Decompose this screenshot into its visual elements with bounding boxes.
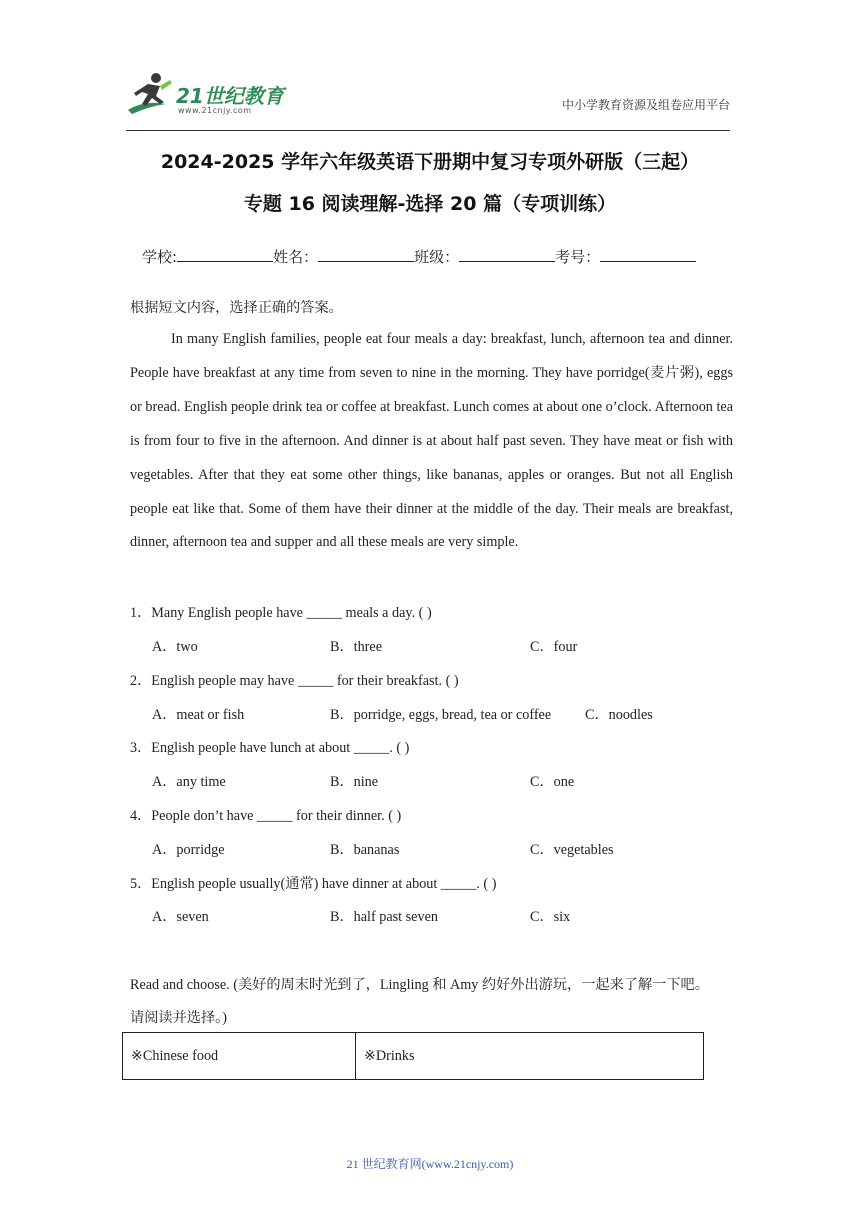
school-label: 学校:: [142, 248, 178, 266]
section2-instruction-cont: 请阅读并选择。): [130, 1010, 227, 1026]
platform-label: 中小学教育资源及组卷应用平台: [561, 98, 730, 112]
q3-option-a[interactable]: A．any time: [152, 774, 226, 790]
question-1: 1．Many English people have _____ meals a day. ( ): [130, 605, 432, 621]
q5-option-c[interactable]: C．six: [530, 909, 571, 925]
q3-option-c[interactable]: C．one: [530, 774, 575, 790]
section2-instruction: Read and choose. (美好的周末时光到了，Lingling 和 Amy 约好外出游玩，一起来了解一下吧。: [130, 977, 709, 993]
page-footer[interactable]: 21 世纪教育网(www.21cnjy.com): [346, 1157, 514, 1171]
q3-option-b[interactable]: B．nine: [330, 774, 379, 790]
q4-option-b[interactable]: B．bananas: [330, 842, 400, 858]
q5-option-a[interactable]: A．seven: [152, 909, 209, 925]
q2-option-b[interactable]: B．porridge, eggs, bread, tea or coffee: [330, 707, 552, 723]
school-blank[interactable]: [177, 247, 273, 262]
table-cell-chinese-food: ※Chinese food: [123, 1033, 356, 1079]
site-logo: [126, 70, 296, 118]
runner-logo-icon: [126, 70, 176, 116]
q1-option-b[interactable]: B．three: [330, 639, 383, 655]
page-header: [126, 66, 730, 131]
table-cell-drinks: ※Drinks: [364, 1048, 415, 1064]
menu-table: [122, 1032, 704, 1080]
class-blank[interactable]: [459, 247, 555, 262]
question-4: 4．People don’t have _____ for their dinner. ( ): [130, 808, 402, 824]
reading-passage: In many English families, people eat four meals a day: breakfast, lunch, afternoon tea and dinner. People have breakfast at any time from seven to nine in the morning. They have porridge(麦片粥), eggs or bread. English people drink tea or coffee at breakfast. Lunch comes at about one o’clock. Afternoon tea is from four to five in the afternoon. And dinner is at about half past seven. They have meat or fish with vegetables. After that they eat some other things, like bananas, apples or oranges. But not all English people eat like that. Some of them have their dinner at the middle of the day. Their meals are breakfast, dinner, afternoon tea and supper and all these meals are very simple.: [130, 331, 733, 551]
name-label: 姓名：: [273, 248, 319, 266]
question-2: 2．English people may have _____ for their breakfast. ( ): [130, 673, 459, 689]
doc-title: 2024-2025 学年六年级英语下册期中复习专项外研版（三起）: [160, 151, 700, 173]
question-3: 3．English people have lunch at about _____. ( ): [130, 740, 410, 756]
q1-option-c[interactable]: C．four: [530, 639, 578, 655]
doc-subtitle: 专题 16 阅读理解-选择 20 篇（专项训练）: [243, 193, 617, 215]
q1-option-a[interactable]: A．two: [152, 639, 198, 655]
q2-option-a[interactable]: A．meat or fish: [152, 707, 245, 723]
class-label: 班级：: [414, 248, 460, 266]
section1-instruction: 根据短文内容，选择正确的答案。: [130, 300, 343, 316]
logo-text: 21世纪教育: [176, 84, 284, 108]
q2-option-c[interactable]: C．noodles: [585, 707, 653, 723]
logo-url: www.21cnjy.com: [178, 106, 252, 115]
q5-option-b[interactable]: B．half past seven: [330, 909, 438, 925]
q4-option-a[interactable]: A．porridge: [152, 842, 225, 858]
question-5: 5．English people usually(通常) have dinner at about _____. ( ): [130, 876, 497, 892]
q4-option-c[interactable]: C．vegetables: [530, 842, 614, 858]
student-info-row: [142, 246, 696, 267]
name-blank[interactable]: [318, 247, 414, 262]
number-blank[interactable]: [600, 247, 696, 262]
number-label: 考号：: [555, 248, 601, 266]
